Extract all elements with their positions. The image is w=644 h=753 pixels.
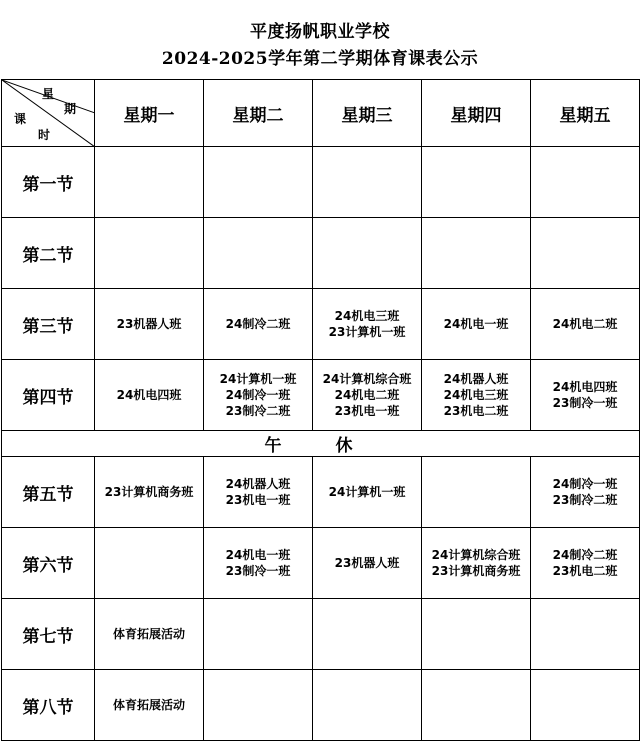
period-row: [2, 528, 640, 599]
day-header-thursday: 星期四: [422, 80, 531, 147]
schedule-cell-wednesday: [313, 599, 422, 670]
day-header-wednesday: 星期三: [313, 80, 422, 147]
class-entry: 23制冷二班: [552, 493, 618, 507]
schedule-cell-tuesday: [204, 457, 313, 528]
period-label: 第三节: [2, 289, 95, 360]
schedule-cell-friday: [531, 457, 640, 528]
schedule-cell-wednesday: [313, 147, 422, 218]
schedule-cell-thursday: [422, 599, 531, 670]
class-entry: 23机电二班: [552, 564, 618, 578]
schedule-cell-wednesday: [313, 289, 422, 360]
class-entry: 24机电一班: [225, 548, 291, 562]
period-label: 第七节: [2, 599, 95, 670]
schedule-cell-tuesday: [204, 599, 313, 670]
period-label: 第八节: [2, 670, 95, 741]
class-entry: 23机电二班: [443, 404, 509, 418]
schedule-cell-wednesday: [313, 218, 422, 289]
class-entry: 24机电二班: [334, 388, 400, 402]
schedule-cell-friday: [531, 670, 640, 741]
class-entry: 23制冷一班: [552, 396, 618, 410]
class-entry: 24机电三班: [334, 309, 400, 323]
schedule-cell-thursday: [422, 147, 531, 218]
class-entry: 23机电一班: [225, 493, 291, 507]
schedule-cell-friday: [531, 218, 640, 289]
class-entry: 24制冷一班: [225, 388, 291, 402]
day-header-tuesday: 星期二: [204, 80, 313, 147]
schedule-cell-monday: [95, 218, 204, 289]
schedule-cell-monday: [95, 457, 204, 528]
schedule-cell-tuesday: [204, 147, 313, 218]
schedule-cell-monday: [95, 360, 204, 431]
class-entry: 24机器人班: [225, 477, 291, 491]
schedule-cell-monday: [95, 599, 204, 670]
schedule-cell-monday: [95, 528, 204, 599]
class-entry: 24机电三班: [443, 388, 509, 402]
class-entry: 24计算机综合班: [322, 372, 412, 386]
schedule-subtitle: 2024-2025学年第二学期体育课表公示: [161, 49, 479, 69]
class-entry: 23计算机商务班: [431, 564, 521, 578]
header-row: [2, 80, 640, 147]
schedule-cell-tuesday: [204, 289, 313, 360]
class-entry: 23机器人班: [116, 317, 182, 331]
class-entry: 24机器人班: [443, 372, 509, 386]
period-label: 第五节: [2, 457, 95, 528]
class-entry: 24计算机综合班: [431, 548, 521, 562]
class-entry: 23计算机商务班: [104, 485, 194, 499]
class-entry: 23机器人班: [334, 556, 400, 570]
period-label: 第六节: [2, 528, 95, 599]
class-entry: 24制冷二班: [552, 548, 618, 562]
schedule-cell-wednesday: [313, 360, 422, 431]
schedule-cell-monday: [95, 289, 204, 360]
schedule-cell-monday: [95, 147, 204, 218]
class-entry: 23计算机一班: [328, 325, 406, 339]
class-entry: 23制冷二班: [225, 404, 291, 418]
schedule-cell-thursday: [422, 360, 531, 431]
day-header-friday: 星期五: [531, 80, 640, 147]
corner-header-cell: [2, 80, 95, 147]
class-entry: 24计算机一班: [328, 485, 406, 499]
class-entry: 23制冷一班: [225, 564, 291, 578]
schedule-cell-wednesday: [313, 670, 422, 741]
corner-label-lesson: 课: [14, 112, 27, 126]
schedule-cell-friday: [531, 599, 640, 670]
schedule-cell-friday: [531, 360, 640, 431]
schedule-cell-monday: [95, 670, 204, 741]
class-entry: 24机电四班: [552, 380, 618, 394]
afternoon-periods: [2, 457, 640, 741]
class-entry: 23机电一班: [334, 404, 400, 418]
schedule-cell-wednesday: [313, 457, 422, 528]
school-title: 平度扬帆职业学校: [250, 22, 390, 42]
noon-break-label: 午 休: [2, 431, 640, 457]
schedule-cell-thursday: [422, 218, 531, 289]
class-entry: 体育拓展活动: [112, 698, 185, 712]
corner-label-time: 时: [38, 128, 51, 142]
schedule-cell-tuesday: [204, 360, 313, 431]
morning-periods: [2, 147, 640, 431]
pe-schedule-table: [1, 79, 640, 741]
schedule-cell-thursday: [422, 289, 531, 360]
class-entry: 24机电一班: [443, 317, 509, 331]
period-label: 第二节: [2, 218, 95, 289]
day-header-monday: 星期一: [95, 80, 204, 147]
class-entry: 24制冷一班: [552, 477, 618, 491]
schedule-cell-friday: [531, 147, 640, 218]
period-row: [2, 289, 640, 360]
schedule-cell-wednesday: [313, 528, 422, 599]
class-entry: 24机电二班: [552, 317, 618, 331]
schedule-cell-thursday: [422, 457, 531, 528]
period-label: 第四节: [2, 360, 95, 431]
class-entry: 24制冷二班: [225, 317, 291, 331]
schedule-cell-tuesday: [204, 670, 313, 741]
period-row: [2, 218, 640, 289]
schedule-cell-tuesday: [204, 218, 313, 289]
schedule-cell-thursday: [422, 670, 531, 741]
period-row: [2, 599, 640, 670]
period-row: [2, 360, 640, 431]
period-row: [2, 147, 640, 218]
period-label: 第一节: [2, 147, 95, 218]
schedule-cell-thursday: [422, 528, 531, 599]
corner-label-period: 期: [64, 102, 77, 116]
schedule-cell-friday: [531, 289, 640, 360]
class-entry: 24机电四班: [116, 388, 182, 402]
class-entry: 24计算机一班: [219, 372, 297, 386]
schedule-cell-tuesday: [204, 528, 313, 599]
schedule-cell-friday: [531, 528, 640, 599]
period-row: [2, 457, 640, 528]
corner-label-star: 星: [42, 87, 55, 101]
class-entry: 体育拓展活动: [112, 627, 185, 641]
noon-break-row: [2, 431, 640, 457]
period-row: [2, 670, 640, 741]
